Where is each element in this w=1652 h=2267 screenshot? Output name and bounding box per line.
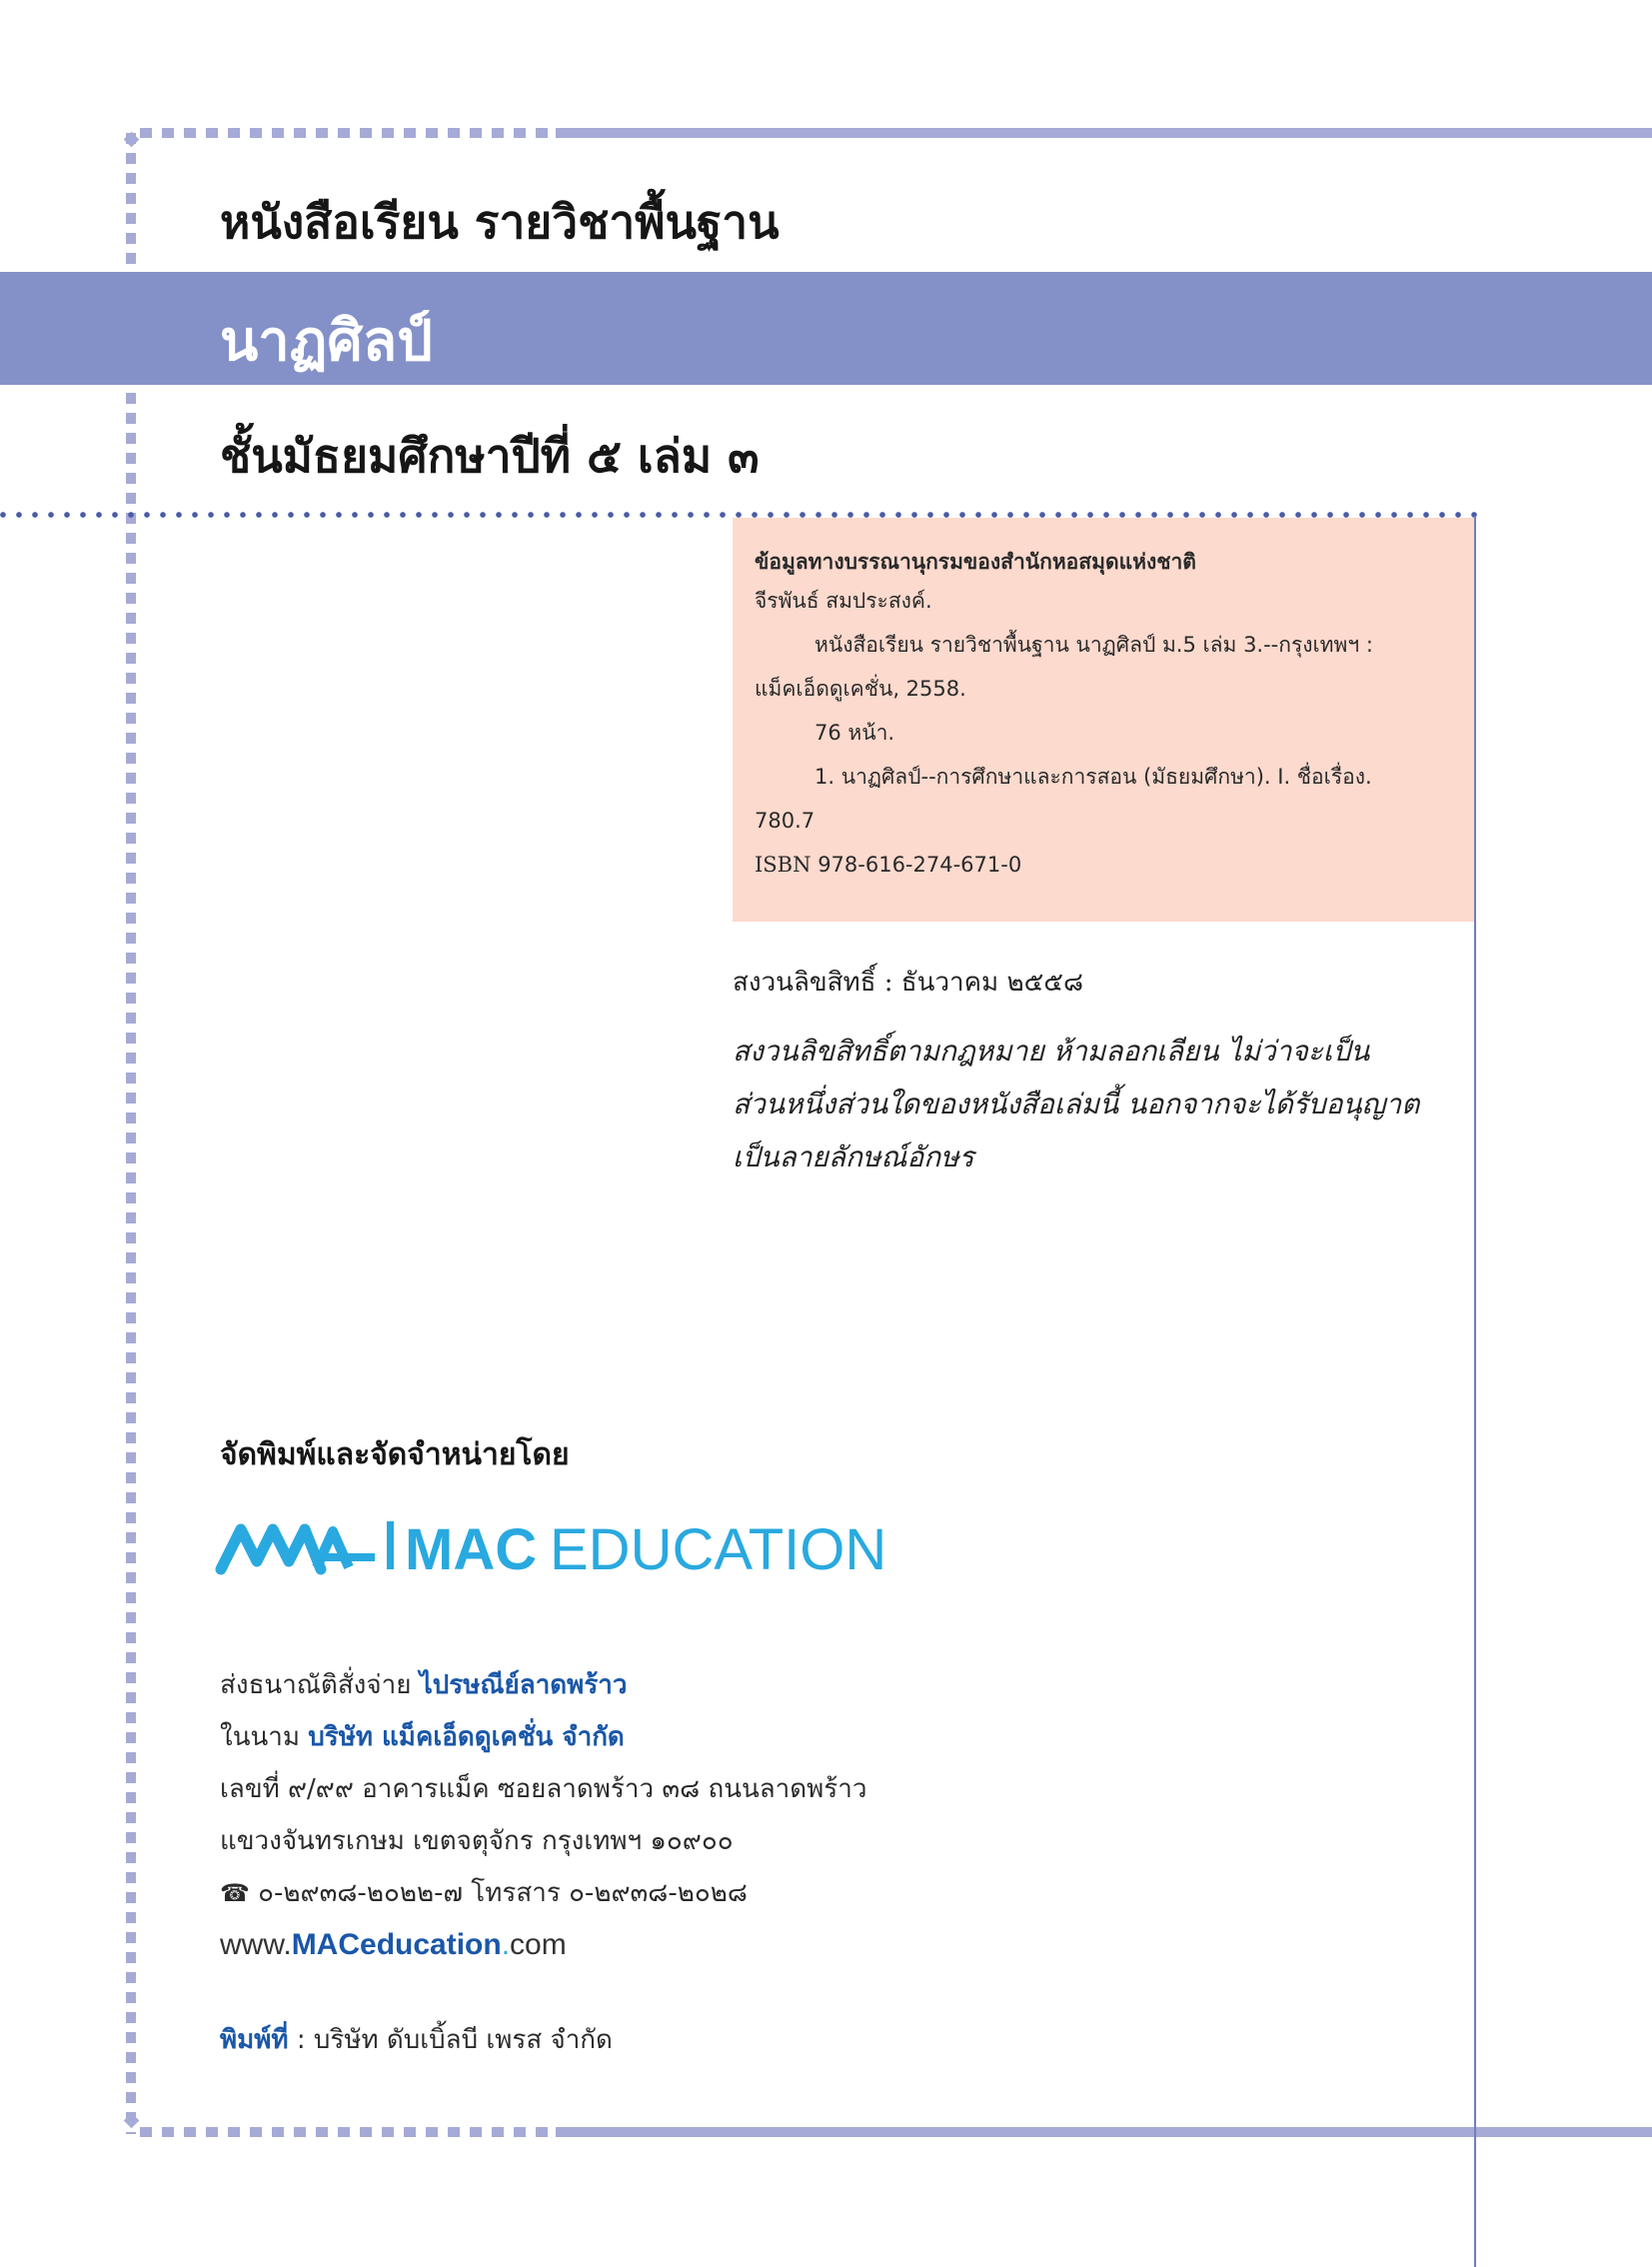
money-order-prefix: ส่งธนาณัติสั่งจ่าย <box>220 1670 412 1700</box>
logo-education-text: EDUCATION <box>550 1517 887 1579</box>
printer-line <box>220 2019 613 2060</box>
money-order-office: ไปรษณีย์ลาดพร้าว <box>419 1670 628 1700</box>
web-suffix: com <box>510 1928 567 1961</box>
frame-bottom-bar <box>556 2127 1652 2137</box>
right-vertical-rule <box>1474 516 1476 2267</box>
copyright-line: สงวนลิขสิทธิ์ตามกฎหมาย ห้ามลอกเลียน ไม่ว่าจะเป็น <box>733 1035 1370 1068</box>
web-name: MACeducation <box>291 1928 502 1961</box>
frame-top-bar <box>556 128 1652 138</box>
money-order-line <box>220 1659 866 1711</box>
catalog-pages: 76 หน้า. <box>815 721 895 745</box>
mac-symbol-icon <box>221 1529 375 1569</box>
mac-education-logo <box>215 1509 934 1579</box>
phone-numbers: ๐-๒๙๓๘-๒๐๒๒-๗ โทรสาร ๐-๒๙๓๘-๒๐๒๘ <box>258 1878 748 1908</box>
frame-bottom-dashes <box>140 2127 550 2137</box>
subject-line: หนังสือเรียน รายวิชาพื้นฐาน <box>220 195 780 249</box>
payee-line <box>220 1711 866 1763</box>
grade-line: ชั้นมัธยมศึกษาปีที่ ๕ เล่ม ๓ <box>220 429 760 483</box>
copyright-line: ส่วนหนึ่งส่วนใดของหนังสือเล่มนี้ นอกจากจะได้รับอนุญาต <box>733 1088 1420 1121</box>
web-prefix: www. <box>220 1928 292 1961</box>
logo-mac-text: MAC <box>405 1517 538 1579</box>
catalog-book-line-1: หนังสือเรียน รายวิชาพื้นฐาน นาฏศิลป์ ม.5 เล่ม 3.--กรุงเทพฯ : <box>815 633 1373 657</box>
web-dot: . <box>501 1928 511 1961</box>
frame-top-dashes <box>140 128 550 138</box>
catalog-classification: 780.7 <box>755 809 816 833</box>
printer-label: พิมพ์ที่ <box>220 2025 289 2055</box>
address-line-1: เลขที่ ๙/๙๙ อาคารแม็ค ซอยลาดพร้าว ๓๘ ถนนลาดพร้าว <box>220 1774 867 1804</box>
printer-name: : บริษัท ดับเบิ้ลบี เพรส จำกัด <box>288 2025 613 2055</box>
catalog-isbn <box>755 843 1458 887</box>
catalog-subject: 1. นาฏศิลป์--การศึกษาและการสอน (มัธยมศึกษา). I. ชื่อเรื่อง. <box>815 765 1372 789</box>
payee-name: บริษัท แม็คเอ็ดดูเคชั่น จำกัด <box>308 1722 625 1752</box>
subject-title: นาฏศิลป์ <box>220 309 433 374</box>
phone-line <box>220 1867 866 1919</box>
catalog-box <box>733 518 1474 922</box>
phone-icon: ☎ <box>220 1879 250 1907</box>
catalog-title: ข้อมูลทางบรรณานุกรมของสำนักหอสมุดแห่งชาติ <box>755 550 1196 574</box>
isbn-label: ISBN <box>755 853 812 877</box>
copyright-notice <box>733 1025 1419 1183</box>
catalog-book-line-2: แม็คเอ็ดดูเคชั่น, 2558. <box>755 677 966 701</box>
copyright-line: เป็นลายลักษณ์อักษร <box>733 1140 974 1173</box>
publisher-contact <box>220 1659 866 1971</box>
catalog-author: จีรพันธ์ สมประสงค์. <box>755 589 932 613</box>
frame-left-dashes <box>126 133 136 2134</box>
publisher-heading: จัดพิมพ์และจัดจำหน่ายโดย <box>220 1437 570 1472</box>
address-line-2: แขวงจันทรเกษม เขตจตุจักร กรุงเทพฯ ๑๐๙๐๐ <box>220 1826 734 1856</box>
logo-divider <box>387 1521 394 1569</box>
payee-prefix: ในนาม <box>220 1722 300 1752</box>
website-link[interactable] <box>220 1919 866 1971</box>
isbn-value: 978-616-274-671-0 <box>818 853 1022 877</box>
copyright-heading: สงวนลิขสิทธิ์ : ธันวาคม ๒๕๕๘ <box>733 968 1083 998</box>
